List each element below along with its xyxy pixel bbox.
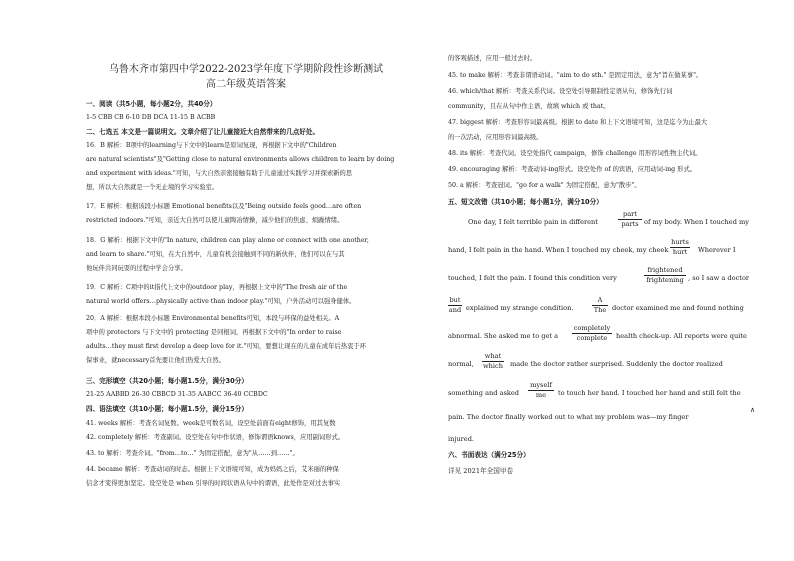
original-word: A xyxy=(597,296,603,304)
correction-text: pain. The doctor finally worked out to what my problem was—my finger xyxy=(448,413,689,421)
document-subtitle: 高二年级英语答案 xyxy=(206,79,286,90)
explanation-line: 19．C 解析：C项中的it指代上文中的outdoor play，再根据上文中的"The fresh air of the xyxy=(86,284,348,291)
explanation-line: 44. became 解析：考查动词的时态。根据上下文语境可知，成为妈妈之后，艾米丽的种保 xyxy=(86,466,339,473)
section-heading-reading: 一、阅读（共5小题，每小题2分，共40分） xyxy=(86,100,217,108)
explanation-line: 47. biggest 解析：考查形容词最高级。根据 to date 和上下文语境可知，这是迄今为止最大 xyxy=(448,119,708,126)
corrected-word: frightening xyxy=(646,276,684,284)
correction-text: Wherever I xyxy=(698,246,736,254)
corrected-word: and xyxy=(448,306,462,314)
correction-mark xyxy=(644,266,686,284)
correction-text: hand, I felt pain in the hand. When I touched my cheek, my cheek xyxy=(448,246,669,254)
explanation-line: 想，所以大自然就是一个无止境的学习实验室。 xyxy=(86,184,219,191)
correction-mark xyxy=(572,324,612,342)
correction-text: made the doctor rather surprised. Suddenly the doctor realized xyxy=(510,360,723,368)
correction-mark xyxy=(528,381,554,399)
correction-mark xyxy=(592,296,608,314)
explanation-line: community，且在从句中作主语，故填 which 或 that。 xyxy=(448,103,610,110)
explanation-line: 17．E 解析：根据该段小标题 Emotional benefits以及"Being outside feels good…are often xyxy=(86,203,362,210)
explanation-line: 的一次活动，应用形容词最高级。 xyxy=(448,134,543,141)
correction-text: , so I saw a doctor xyxy=(688,274,750,282)
original-word: but xyxy=(449,296,461,304)
explanation-line: and experiment with ideas."可知，与大自然亲密接触有助于儿童通过实践学习并探索新的思 xyxy=(86,170,353,177)
insertion-caret: ∧ xyxy=(750,406,756,414)
correction-text: injured. xyxy=(448,435,475,443)
original-word: part xyxy=(623,210,637,218)
explanation-line: 46. which/that 解析：考查关系代词。设空处引导限制性定语从句，修饰先行词 xyxy=(448,88,673,95)
correction-text: explained my strange condition. xyxy=(466,304,574,312)
explanation-line: 的客观描述，应用一般过去时。 xyxy=(448,55,537,62)
correction-mark xyxy=(448,296,462,314)
correction-mark xyxy=(482,352,504,370)
explanation-line: 项中的 protectors 与下文中的 protecting 是同根词，再根据下文中的"In order to raise xyxy=(86,329,342,336)
section-heading-error-correction: 五、短文改错（共10小题；每小题1分，满分10分） xyxy=(448,198,603,206)
section-heading-grammar: 四、语法填空（共10小题；每小题1.5分，满分15分） xyxy=(86,405,248,413)
explanation-line: 保事业，就necessary首先要让他们热爱大自然。 xyxy=(86,357,225,364)
corrected-word: The xyxy=(593,306,607,314)
correction-text: normal, xyxy=(448,360,474,368)
corrected-word: parts xyxy=(621,220,639,228)
explanation-line: are natural scientists"及"Getting close to natural environments allows children to learn by doing xyxy=(86,156,395,163)
correction-text: something and asked xyxy=(448,389,520,397)
original-word: completely xyxy=(573,324,611,332)
section-heading-cloze: 三、完形填空（共20小题；每小题1.5分，满分30分） xyxy=(86,377,248,385)
explanation-line: and learn to share."可知，在大自然中，儿童有机会接触到不同的新伙伴，他们可以在与其 xyxy=(86,251,345,258)
explanation-line: 41. weeks 解析：考查名词复数。week是可数名词，设空处前面有eight修饰，用其复数 xyxy=(86,420,336,427)
correction-text: health check-up. All reports were quite xyxy=(616,332,747,340)
corrected-word: complete xyxy=(576,334,608,342)
explanation-line: 信念才变得更加坚定。设空处是 when 引导的时间状语从句中的谓语，此处作是对过去事实 xyxy=(86,480,341,487)
explanation-line: 49. encouraging 解析：考查动词-ing形式。设空处作 of 的宾语，应用动词-ing 形式。 xyxy=(448,166,697,173)
explanation-line: 45. to make 解析：考查非谓语动词。"aim to do sth." 是固定用法，意为"旨在做某事"。 xyxy=(448,72,703,79)
corrected-word: hurt xyxy=(672,248,688,256)
explanation-line: natural world offers…physically active than indoor play."可知，户外活动可以强身健体。 xyxy=(86,298,356,305)
answer-line: 1-5 CBB CB 6-10 DB DCA 11-15 B ACBB xyxy=(86,114,216,121)
explanation-line: adults…they must first develop a deep love for it."可知，要想让现在的儿童在成年后热衷于环 xyxy=(86,343,367,350)
original-word: what xyxy=(484,352,502,360)
writing-note: 详见 2021年全国甲卷 xyxy=(448,467,514,475)
explanation-line: 43. to 解析：考查介词。"from…to…" 为固定搭配，意为"从……到……"。 xyxy=(86,450,299,457)
answer-line: 21-25 AABBD 26-30 CBBCD 31-35 AABCC 36-40 CCBDC xyxy=(86,391,268,398)
original-word: frightened xyxy=(647,266,683,274)
explanation-line: 16．B 解析：B项中的learning与下文中的learn是原词复现，再根据下文中的"Children xyxy=(86,142,337,149)
document-title: 乌鲁木齐市第四中学2022-2023学年度下学期阶段性诊断测试 xyxy=(108,64,384,75)
correction-text: abnormal. She asked me to get a xyxy=(448,332,559,340)
correction-mark xyxy=(618,210,642,228)
correction-text: of my body. When I touched my xyxy=(644,218,750,226)
section-heading-seven-choose-five: 二、七选五 本文是一篇说明文。文章介绍了让儿童接近大自然带来的几点好处。 xyxy=(86,128,320,136)
corrected-word: which xyxy=(483,362,503,370)
original-word: myself xyxy=(530,381,552,389)
original-word: hurts xyxy=(671,238,689,246)
explanation-line: 50. a 解析：考查冠词。"go for a walk" 为固定搭配，意为"散步"。 xyxy=(448,182,641,189)
explanation-line: 18．G 解析：根据下文中的"In nature, children can play alone or connect with one another, xyxy=(86,237,369,244)
correction-text: to touch her hand. I touched her hand and still felt the xyxy=(558,389,741,397)
correction-text: doctor examined me and found nothing xyxy=(612,304,744,312)
explanation-line: restricted indoors."可知，亲近大自然可以使儿童陶冶情操，减少他们的焦虑、烦躁情绪。 xyxy=(86,217,344,224)
correction-text: touched, I felt the pain. I found this condition very xyxy=(448,274,617,282)
explanation-line: 48. its 解析：考查代词。设空处指代 campaign，修饰 challenge 用形容词性物主代词。 xyxy=(448,150,702,157)
correction-text: One day, I felt terrible pain in different xyxy=(468,218,598,226)
explanation-line: 他玩伴共同玩耍的过程中学会分享。 xyxy=(86,265,187,272)
section-heading-writing: 六、书面表达（满分25分） xyxy=(448,451,530,459)
explanation-line: 42. completely 解析：考查副词。设空处在句中作状语，修饰谓语knows，应用副词形式。 xyxy=(86,434,345,441)
correction-mark xyxy=(670,238,690,256)
explanation-line: 20．A 解析：根据本段小标题 Environmental benefits可知，本段与环保的益处相关。A xyxy=(86,315,340,322)
corrected-word: me xyxy=(535,391,547,399)
